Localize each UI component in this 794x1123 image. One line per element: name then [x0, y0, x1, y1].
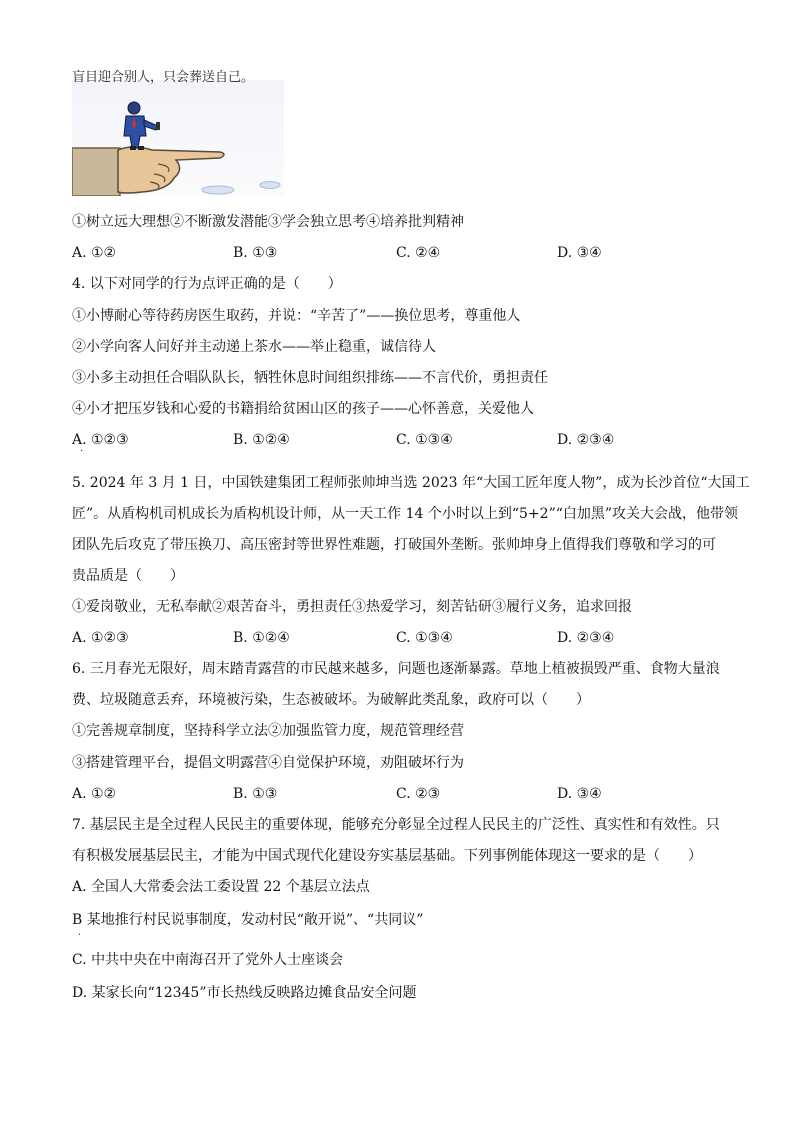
q4-option-a[interactable]: A. ①②③	[72, 432, 129, 448]
q5-option-a[interactable]: A. ①②③	[72, 630, 129, 646]
q7-stem-line-1: 7. 基层民主是全过程人民民主的重要体现，能够充分彰显全过程人民民主的广泛性、真实性和有效性。只	[72, 817, 720, 833]
q6-option-a[interactable]: A. ①②	[72, 786, 117, 802]
q7-stem-line-2: 有积极发展基层民主，才能为中国式现代化建设夯实基层基础。下列事例能体现这一要求的是（ ）	[72, 848, 702, 864]
q5-stem-line-1: 5. 2024 年 3 月 1 日，中国铁建集团工程师张帅坤当选 2023 年“大国工匠年度人物”，成为长沙首位“大国工	[72, 475, 750, 491]
q7-option-b[interactable]: B 某地推行村民说事制度，发动村民“敞开说”、“共同议”	[72, 912, 424, 928]
q6-stem-line-1: 6. 三月春光无限好，周末踏青露营的市民越来越多，问题也逐渐暴露。草地上植被损毁严重、食物大量浪	[72, 661, 720, 677]
q5-option-c[interactable]: C. ①③④	[396, 630, 453, 646]
cartoon-illustration	[72, 66, 294, 196]
q4-statement-1: ①小博耐心等待药房医生取药，并说：“辛苦了”——换位思考，尊重他人	[72, 308, 521, 324]
q5-stem-line-2: 匠”。从盾构机司机成长为盾构机设计师，从一天工作 14 个小时以上到“5+2”“白加黑”攻关大会战，他带领	[72, 506, 739, 522]
q6-statements-2: ③搭建管理平台，提倡文明露营④自觉保护环境，劝阻破坏行为	[72, 755, 464, 771]
q4-statement-2: ②小学向客人问好并主动递上茶水——举止稳重，诚信待人	[72, 339, 436, 355]
q5-statements: ①爱岗敬业，无私奉献②艰苦奋斗，勇担责任③热爱学习，刻苦钻研③履行义务，追求回报	[72, 599, 632, 615]
q6-stem-line-2: 费、垃圾随意丢弃，环境被污染，生态被破坏。为破解此类乱象，政府可以（ ）	[72, 692, 590, 708]
q5-option-d[interactable]: D. ②③④	[557, 630, 615, 646]
q7-option-a[interactable]: A. 全国人大常委会法工委设置 22 个基层立法点	[72, 879, 370, 895]
q5-option-b[interactable]: B. ①②④	[233, 630, 290, 646]
cartoon-caption: 盲目迎合别人，只会葬送自己。	[72, 70, 255, 85]
q7-option-d[interactable]: D. 某家长向“12345”市长热线反映路边摊食品安全问题	[72, 985, 417, 1001]
q4-statement-4: ④小才把压岁钱和心爱的书籍捐给贫困山区的孩子——心怀善意，关爱他人	[72, 401, 534, 417]
q4-stem: 4. 以下对同学的行为点评正确的是（ ）	[72, 276, 342, 292]
q6-option-c[interactable]: C. ②③	[396, 786, 441, 802]
q3-option-a[interactable]: A. ①②	[72, 245, 117, 261]
q4-option-c[interactable]: C. ①③④	[396, 432, 453, 448]
q3-option-b[interactable]: B. ①③	[233, 245, 278, 261]
stray-dot: ·	[78, 930, 82, 941]
stray-dot: ·	[80, 446, 84, 457]
q7-option-c[interactable]: C. 中共中央在中南海召开了党外人士座谈会	[72, 952, 344, 968]
q5-stem-line-3: 团队先后攻克了带压换刀、高压密封等世界性难题，打破国外垄断。张帅坤身上值得我们尊敬和学习的可	[72, 537, 716, 553]
q5-stem-line-4: 贵品质是（ ）	[72, 568, 184, 584]
q4-statement-3: ③小多主动担任合唱队队长，牺牲休息时间组织排练——不言代价，勇担责任	[72, 370, 548, 386]
q4-option-b[interactable]: B. ①②④	[233, 432, 290, 448]
q3-option-d[interactable]: D. ③④	[557, 245, 602, 261]
q4-option-d[interactable]: D. ②③④	[557, 432, 615, 448]
q3-statements: ①树立远大理想②不断激发潜能③学会独立思考④培养批判精神	[72, 214, 464, 230]
q3-option-c[interactable]: C. ②④	[396, 245, 441, 261]
q6-statements-1: ①完善规章制度，坚持科学立法②加强监管力度，规范管理经营	[72, 723, 464, 739]
q6-option-b[interactable]: B. ①③	[233, 786, 278, 802]
q6-option-d[interactable]: D. ③④	[557, 786, 602, 802]
cartoon-drawing	[72, 66, 294, 196]
